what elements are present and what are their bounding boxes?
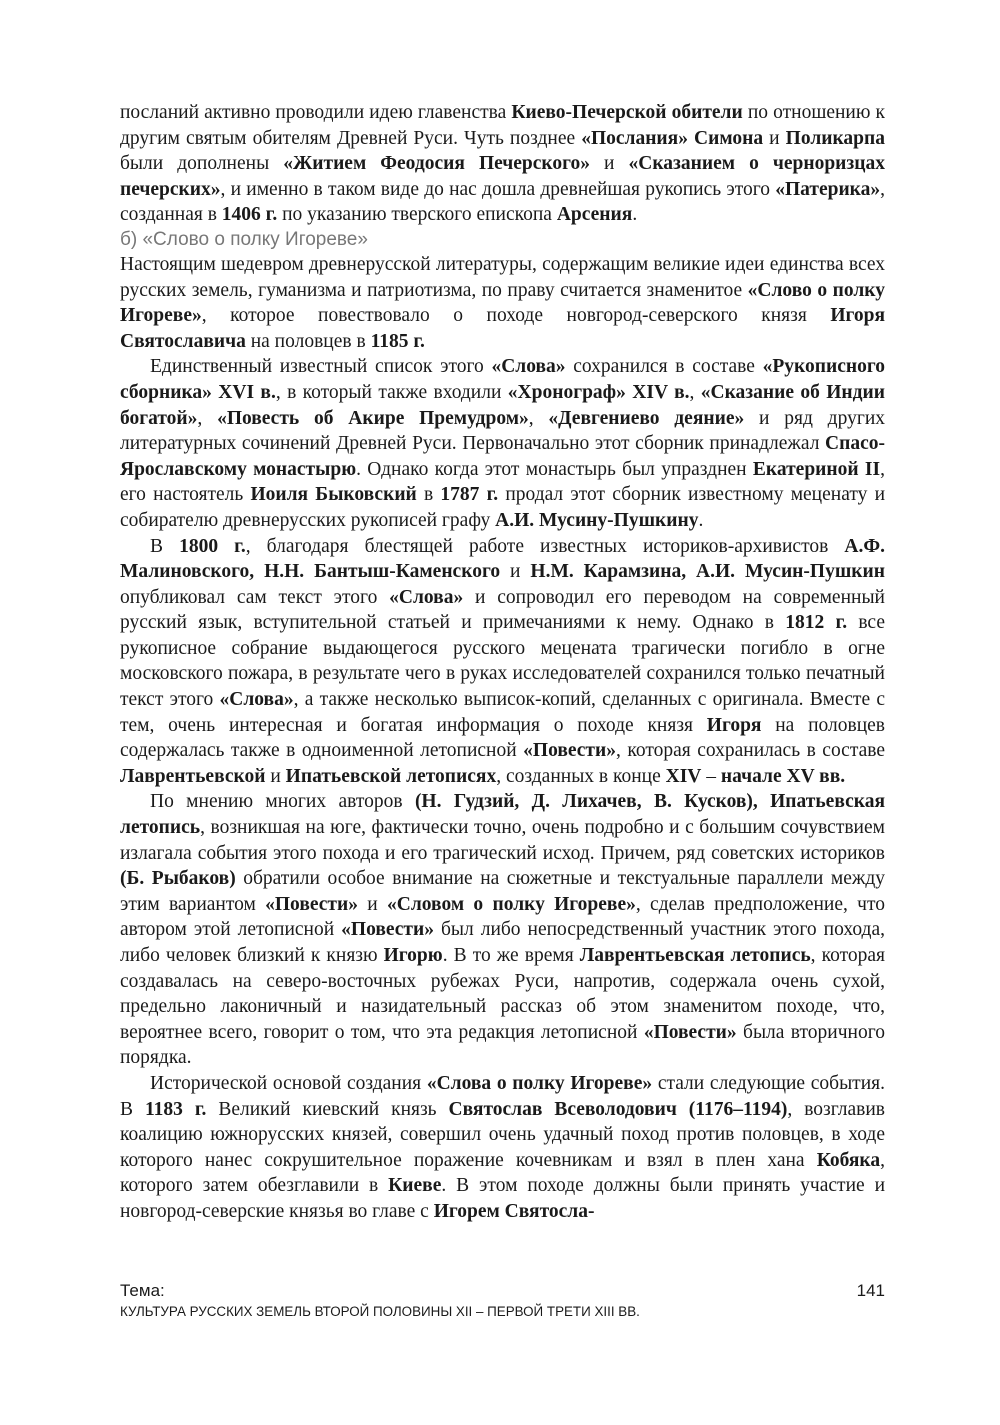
bold-text: Екатериной II (752, 458, 881, 480)
text-run: , и именно в таком виде до нас дошла древнейшая рукопись этого (220, 178, 776, 200)
text-run: , возникшая на юге, фактически точно, очень подробно и с большим сочувствием излагала события этого похода и его трагический исход. Причем, ряд советских историков (120, 817, 885, 864)
bold-text: «Сказанием о черноризцах печерских» (120, 153, 885, 200)
text-run: , благодаря блестящей работе известных историков-архивистов (245, 535, 845, 557)
bold-text: Кобяка (816, 1149, 881, 1171)
text-run: обратили особое внимание на сюжетные и текстуальные параллели между этим вариантом (120, 868, 885, 915)
text-run: . В то же время (442, 945, 580, 966)
text-run: Исторической основой создания (150, 1072, 427, 1094)
text-run: , которого затем обезглавили в (120, 1149, 885, 1197)
text-run: . Однако когда этот монастырь был упразднен (356, 458, 753, 480)
bold-text: Ипатьевской летописях (285, 765, 497, 787)
text-run: , которое повествовало о походе новгород-северского князя (201, 305, 831, 327)
bold-text: 1406 г. (221, 204, 278, 226)
page-body (120, 100, 885, 1225)
bold-text: «Рукописного сборника» XVI в. (120, 356, 885, 403)
text-run: , а также несколько выписок-копий, сделанных с оригинала. Вместе с тем, очень интересная и богатая информация о походе князя (120, 689, 885, 736)
paragraph (120, 100, 885, 228)
bold-text: «Слова» (219, 689, 294, 711)
bold-text: 1800 г. (179, 535, 246, 557)
bold-text: «Житием Феодосия Печерского» (283, 153, 591, 175)
text-run: сохранился в составе (565, 356, 763, 378)
text-run: , сделав предположение, что автором этой летописной (120, 893, 886, 941)
bold-text: XIV (665, 765, 702, 787)
bold-text: «Слово о полку Игореве» (120, 279, 885, 327)
text-run: , созданных в конце (496, 765, 666, 787)
text-run: все рукописное собрание выдающегося русского мецената трагически погибло в огне московского пожара, в результате чего в руках исследователей сохранился только печатный текст этого (120, 612, 885, 711)
text-run: в (416, 484, 441, 506)
text-run: , (689, 381, 701, 403)
text-run: и (500, 561, 531, 583)
text-run: – (701, 765, 721, 787)
bold-text: «Повести» (523, 740, 616, 762)
bold-text: начале XV вв. (720, 765, 846, 787)
bold-text: А.И. Мусину-Пушкину (495, 509, 699, 531)
text-run: продал этот сборник известному меценату и собирателю древнерусских рукописей графу (120, 484, 886, 531)
bold-text: «Слова о полку Игореве» (426, 1072, 653, 1094)
bold-text: «Слова» (389, 586, 464, 608)
text-run: , в который также входили (275, 381, 508, 403)
text-run: По мнению многих авторов (150, 791, 415, 813)
text-run: был либо непосредственный участник этого похода, либо человек близкий к князю (120, 919, 886, 966)
text-run: , которая создавалась на северо-восточных рубежах Руси, напротив, содержала очень сухой, предельно лаконичный и назидательный рассказ об этом знаменитом походе, что, вероятнее всего, говорит о том, что эта редакция летописной (120, 945, 885, 1043)
page-number: 141 (856, 1281, 885, 1300)
bold-text: «Повести» (643, 1021, 737, 1043)
bold-text: Игоря Святославича (120, 305, 885, 352)
text-run: В (150, 535, 180, 557)
bold-text: «Девгениево деяние» (548, 407, 745, 429)
text-run: , (528, 407, 549, 429)
text-run: . (698, 509, 704, 531)
text-run: на половцев содержалась также в одноименной летописной (120, 714, 885, 762)
bold-text: Святослав Всеволодович (1176–1194) (448, 1098, 788, 1120)
text-run: и (265, 765, 286, 787)
bold-text: «Повести» (341, 919, 434, 941)
bold-text: 1812 г. (785, 612, 848, 634)
text-run: б) «Слово о полку Игореве» (120, 228, 368, 250)
text-run: , созданная в (120, 178, 885, 226)
theme-title: КУЛЬТУРА РУССКИХ ЗЕМЕЛЬ ВТОРОЙ ПОЛОВИНЫ XII – ПЕРВОЙ ТРЕТИ XIII ВВ. (120, 1304, 640, 1319)
bold-text: «Патерика» (775, 178, 881, 200)
text-run: были дополнены (120, 153, 284, 175)
bold-text: (Б. Рыбаков) (120, 868, 236, 890)
bold-text: Игорю (383, 945, 443, 966)
bold-text: Игоря (706, 714, 762, 736)
paragraph (120, 1071, 885, 1225)
bold-text: Игорем Святосла- (433, 1200, 595, 1222)
text-run: Настоящим шедевром древнерусской литературы, содержащим великие идеи единства всех русских земель, гуманизма и патриотизма, по праву считается знаменитое (120, 253, 885, 301)
paragraph (120, 789, 885, 1071)
text-run: посланий активно проводили идею главенства (120, 102, 512, 123)
bold-text: Арсения (556, 204, 633, 226)
bold-text: «Сказание об Индии богатой» (120, 381, 885, 429)
bold-text: «Хронограф» XIV в. (507, 381, 690, 403)
text-run: и (590, 153, 629, 175)
bold-text: Поликарпа (785, 127, 886, 149)
text-run: по отношению к другим святым обителям Древней Руси. Чуть позднее (120, 102, 885, 149)
text-run: и (357, 893, 388, 915)
bold-text: 1183 г. (144, 1098, 207, 1120)
bold-text: (Н. Гудзий, Д. Лихачев, В. Кусков), Ипатьевская летопись (120, 791, 885, 839)
bold-text: «Повести» (265, 893, 358, 915)
text-run: . (632, 204, 638, 226)
bold-text: 1185 г. (370, 330, 425, 352)
text-run: и (763, 127, 786, 149)
text-run: и сопроводил его переводом на современный русский язык, вступительной статьей и примечаниями к нему. Однако в (120, 586, 885, 634)
text-run: на половцев в (245, 330, 371, 352)
bold-text: Киево-Печерской обители (511, 102, 743, 123)
page-footer (120, 1280, 885, 1322)
text-run: по указанию тверского епископа (277, 204, 557, 226)
text-run: опубликовал сам текст этого (120, 586, 390, 608)
paragraph (120, 252, 885, 354)
text-run: стали следующие события. В (120, 1072, 885, 1120)
bold-text: Н.М. Карамзина, А.И. Мусин-Пушкин (530, 561, 886, 583)
text-run: была вторичного порядка. (120, 1021, 885, 1069)
text-run: , (197, 407, 218, 429)
text-run: Великий киевский князь (206, 1098, 449, 1120)
text-run: Единственный известный список этого (150, 356, 492, 378)
bold-text: 1787 г. (440, 484, 499, 506)
bold-text: Лаврентьевской (120, 765, 266, 787)
text-run: , его настоятель (120, 458, 885, 506)
bold-text: Лаврентьевская летопись (579, 945, 811, 966)
bold-text: «Повесть об Акире Премудром» (217, 407, 529, 429)
bold-text: «Слова» (491, 356, 566, 378)
section-heading (120, 228, 885, 252)
bold-text: «Послания» Симона (581, 127, 764, 149)
bold-text: Иоиля Быковский (250, 484, 417, 506)
text-run: и ряд других литературных сочинений Древней Руси. Первоначально этот сборник принадлежал (120, 407, 886, 455)
text-run: , возглавив коалицию южнорусских князей, совершил очень удачный поход против половцев, в ходе которого нанес сокрушительное поражение кочевникам и взял в плен хана (120, 1098, 885, 1171)
bold-text: «Словом о полку Игореве» (387, 893, 636, 915)
text-run: , которая сохранилась в составе (616, 740, 886, 762)
paragraph (120, 354, 885, 533)
theme-label: Тема: (120, 1281, 165, 1300)
text-run: . В этом походе должны были принять участие и новгород-северские князья во главе с (120, 1175, 885, 1222)
paragraph (120, 534, 885, 790)
bold-text: Спасо-Ярославскому монастырю (120, 433, 885, 480)
bold-text: Киеве (388, 1175, 442, 1197)
bold-text: А.Ф. Малиновского, Н.Н. Бантыш-Каменского (120, 535, 885, 583)
